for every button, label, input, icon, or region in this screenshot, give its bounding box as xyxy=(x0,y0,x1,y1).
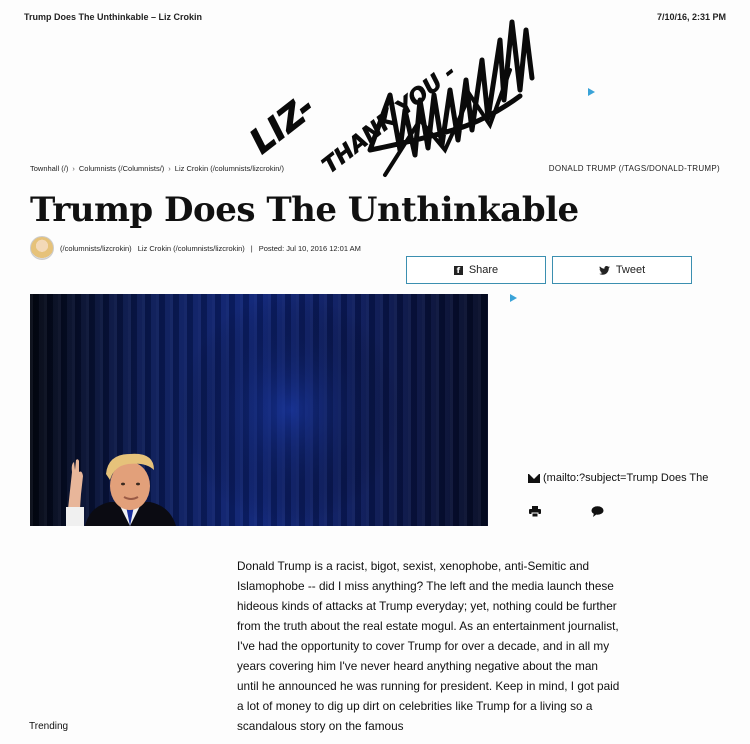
breadcrumb-item-author[interactable]: Liz Crokin (/columnists/lizcrokin/) xyxy=(174,164,284,173)
inscription-line-1: LIZ- xyxy=(242,87,323,163)
posted-date: Posted: Jul 10, 2016 12:01 AM xyxy=(258,243,361,253)
share-button[interactable] xyxy=(406,256,546,284)
tweet-button[interactable] xyxy=(552,256,692,284)
breadcrumb-item-townhall[interactable]: Townhall (/) xyxy=(30,164,69,173)
article-title: Trump Does The Unthinkable xyxy=(30,190,579,230)
inscription-line-2: THANK YOU - xyxy=(317,59,462,179)
comment-icon[interactable] xyxy=(591,506,604,517)
email-icon xyxy=(528,474,540,483)
email-share-link-label: (mailto:?subject=Trump Does The xyxy=(543,472,709,484)
facebook-icon: f xyxy=(454,266,463,275)
print-header-datetime: 7/10/16, 2:31 PM xyxy=(656,12,726,22)
tag-link-donald-trump[interactable]: DONALD TRUMP (/TAGS/DONALD-TRUMP) xyxy=(548,164,720,173)
byline-divider: | xyxy=(250,243,253,253)
print-header-title: Trump Does The Unthinkable – Liz Crokin xyxy=(24,12,203,22)
breadcrumb xyxy=(30,164,284,173)
author-avatar-link[interactable]: (/columnists/lizcrokin) xyxy=(60,243,132,253)
author-avatar[interactable] xyxy=(30,236,54,260)
twitter-icon xyxy=(599,266,610,275)
ad-choices-icon[interactable] xyxy=(588,88,595,96)
print-icon[interactable] xyxy=(529,506,541,517)
hero-image xyxy=(30,294,488,526)
author-name-link[interactable]: Liz Crokin (/columnists/lizcrokin) xyxy=(137,243,245,253)
breadcrumb-separator: › xyxy=(72,164,75,173)
email-share-link[interactable] xyxy=(528,472,708,484)
share-button-label: Share xyxy=(468,264,499,276)
breadcrumb-item-columnists[interactable]: Columnists (/Columnists/) xyxy=(78,164,165,173)
breadcrumb-separator: › xyxy=(168,164,171,173)
ad-choices-icon[interactable] xyxy=(510,294,517,302)
hero-photo-figure xyxy=(30,294,488,526)
tweet-button-label: Tweet xyxy=(615,264,646,276)
article-body: Donald Trump is a racist, bigot, sexist, xenophobe, anti-Semitic and Islamophobe -- did I miss anything? The left and the media launch these hideous kinds of attacks at Trump everyday; yet, nothing could be further from the truth about the real estate mogul. As an entertainment journalist, I've had the opportunity to cover Trump for over a decade, and in all my years covering him I've never heard anything negative about the man until he announced he was running for president. Keep in mind, I got paid a lot of money to dig up dirt on celebrities like Trump for a living so a scandalous story on the famous xyxy=(237,559,620,733)
trending-heading: Trending xyxy=(29,721,69,732)
byline xyxy=(30,236,361,260)
